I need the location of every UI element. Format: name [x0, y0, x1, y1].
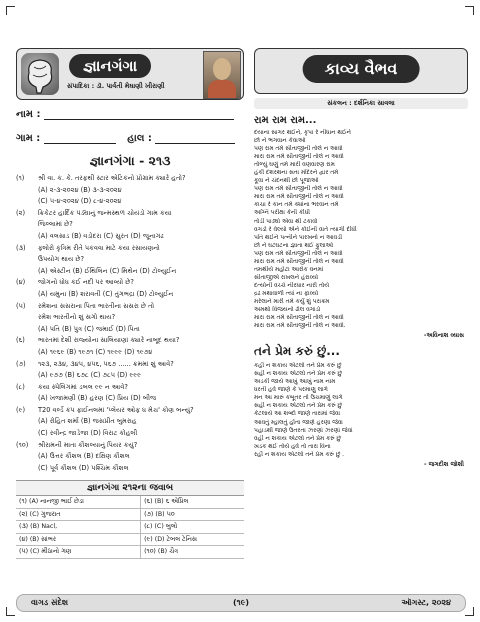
question-text: (A) યમુના (B) શરાવતી (C) તુંગભદ્રા (D) ટોલ્યુઈન [38, 289, 174, 298]
poem-line: મન આ મારું કબૂતર તો ઉચમાણું લાગે [254, 395, 343, 402]
question-number: (૩) [16, 243, 26, 252]
poem-line: દ્રઢ મથાવાળી ત્યાં ના ફાવ્યો [254, 290, 319, 297]
question-text: શ્રીરામની માતા કૌશલ્યાનું પિયર કયું? [38, 440, 138, 449]
poem-title: રામ રામ રામ... [254, 115, 317, 126]
poem-author: - જગદીશ જોશી [424, 460, 464, 468]
question-text: ફ્લોરો કૃત્રિમ રીતે પકવવા માટે કયા રસાયણનો [38, 243, 160, 252]
question-item [16, 312, 244, 324]
question-text: રમેશના સસરાના પિતા ભારતીના સસરા છે તો [38, 301, 155, 310]
poem-line: મારા રામ તમે સીતાજીની તોલે ન આવો [254, 154, 344, 161]
question-list [16, 173, 244, 474]
question-text: કયા સ્પેલિંગમાં ડબલ ૯૯ ન આવે? [38, 382, 128, 391]
answer-cell: (૮) (C) બુલો [141, 521, 244, 534]
question-number: (૪) [16, 278, 26, 287]
question-number: (૫) [16, 301, 26, 310]
answer-row [16, 546, 244, 559]
poem-line: પહાડથી જાણે ઉતરતા ઝરણાં ઝરણાં જેવાં [254, 427, 353, 434]
poem-line: વહી ન શકાય એટલો તને પ્રેમ કરું છું [254, 435, 341, 442]
question-options [16, 196, 244, 208]
poem-line: છો ને ઘટઘટના જ્ઞાતા થઈ ફુલાઓ [254, 242, 334, 249]
section-title: જ્ઞાનગંગા [69, 54, 151, 78]
question-text: (A) ખજામણી (B) હરણ (C) પ્રિય (D) બીજ [38, 394, 157, 403]
page-number: (૧૯) [233, 598, 249, 607]
question-number: (૭) [16, 359, 26, 368]
poem-body [254, 129, 468, 330]
question-number: (૮) [16, 382, 25, 391]
crop-mark [465, 6, 474, 15]
kavya-header [254, 48, 468, 94]
village-label: ગામ : [16, 133, 41, 144]
question-text: (A) રોહિત શર્મા (B) જસપ્રીત બુમરાહ [38, 417, 137, 426]
poem-line: સહી ન શકાય એટલો તને પ્રેમ કરું છું [254, 403, 342, 410]
answer-cell: (૧૦) (B) ચૈત્ર [141, 546, 244, 559]
name-field[interactable] [16, 106, 244, 124]
answers-table [16, 496, 244, 559]
poem-line: સીતાજીએ રાખલને હંરાવ્યો [254, 274, 319, 281]
village-blank[interactable] [44, 133, 116, 144]
poem-line: મારા રામ તમે સીતાજીની તોલે ન આવો. [254, 323, 346, 330]
answer-cell: (૯) (D) ટેબલ ટેનિસ [141, 533, 244, 546]
question-item [16, 405, 244, 417]
question-text: જિલ્લામાં છે? [38, 220, 73, 229]
question-item [16, 301, 244, 313]
brain-icon [21, 53, 59, 95]
question-text: ૧૨૩, ૨૩૪, ૩૪૫, ૪૫૬, ૫૬૭ ...... ક્રમમાં શું આવે? [38, 359, 174, 368]
question-options [16, 416, 244, 428]
crop-mark [6, 607, 15, 616]
poem-line: હંકી દશરથના સતા મંદિરને દ્વાર તમે [254, 170, 339, 177]
question-text: T20 વર્લ્ડ કપ ફાઈનલમાં 'પ્લેયર ઓફ ધ મેચ' કોણ બન્યું? [38, 405, 194, 414]
question-options [16, 347, 244, 359]
poem-line: અગ્નિ પરીક્ષા કેની કીધી [254, 210, 310, 217]
answer-row [16, 533, 244, 546]
question-text: શ્રી વા. ક. કે. તરફથી સ્ટાર એટિકનો પ્રોગ્રામ ક્યારે હતો? [38, 174, 186, 182]
answer-cell: (૩) (B) Nacl, [16, 521, 141, 534]
question-options [16, 428, 244, 440]
question-item [16, 277, 244, 289]
poem-line: આવતું મ્હાલતું હોંતા જાણે હરણા જેવા [254, 419, 343, 426]
question-item [16, 254, 244, 266]
question-text: જોગનો ધોધ કઈ નદી પર આવ્યો છે? [38, 278, 134, 287]
poem-line: તોડી પાડ્યો એવા થી ટકાવો [254, 218, 318, 225]
poem-line: પતિ થઈને પત્નીને પારખનો ન આવડી [254, 234, 343, 241]
village-field[interactable] [16, 130, 244, 148]
question-text: (A) એસ્ટીન (B) ઈથિલિન (C) મિથેન (D) ટોલ્યુઈન [38, 266, 177, 275]
question-item [16, 335, 244, 347]
question-text: (C) રવીન્દ્ર જાડેજા (D) વિરાટ કોહલી [38, 429, 138, 438]
poem-line: અમથો વિજયનો ઢોલ વગાડો [254, 307, 321, 314]
gyanganga-column [16, 48, 244, 584]
poem-line: પણ રામ તમે સીતાજીની તોલે ન આવો [254, 250, 343, 257]
question-number: (૧) [16, 174, 25, 182]
answer-cell: (૭) (B) ૫૦ [141, 508, 244, 521]
poem-line: ખડક થઈ તોયે હવે તો તારા વિના [254, 443, 331, 450]
question-options [16, 370, 244, 382]
name-blank[interactable] [44, 109, 234, 120]
question-item [16, 382, 244, 394]
section-title: કાવ્ય વૈભવ [303, 55, 420, 83]
answer-cell: (૬) (B) ૬ એપ્રિલ [141, 496, 244, 508]
editor-photo [203, 51, 241, 99]
poem-line: મારા રામ તમે સીતાજીની તોલે ન આવો [254, 258, 344, 265]
poem-line: પણ રામ તમે સીતાજીની તોલે ન આવો [254, 146, 343, 153]
poem-line: અડકી જાયે આખું આખું નામ નામ [254, 379, 336, 386]
question-text: (A) પતિ (B) પુત્ર (C) જમાઈ (D) પિતા [38, 324, 140, 333]
question-text: (A) ૯૭૭ (B) ૬૭૮ (C) ૭૮૫ (D) ૯૯૯ [38, 371, 142, 380]
question-text: (C) પૂર્વ કૌશલ (D) પશ્ચિમ કૌશલ [38, 463, 129, 472]
poem-line: મારા રામ તમે સીતાજીની તોલે ન આવો [254, 194, 344, 201]
poem-line: કહી ન શકાય એટલો તને પ્રેમ કરું છું [254, 363, 342, 370]
poem-line: મારા રામ તમે સીતાજીની તોલે ન આવો [254, 315, 344, 322]
question-options [16, 451, 244, 463]
issue-date: ઑગસ્ટ, ૨૦૨૪ [401, 598, 451, 607]
poem-line: કૂવા ને ચંદનથી છો પૂજાઓ [254, 178, 319, 185]
question-item [16, 173, 244, 185]
crop-mark [6, 6, 15, 15]
name-label: નામ : [16, 109, 41, 120]
compiler-credit: સંકલન : દર્શનિકા સાવલા [254, 98, 468, 109]
answer-row [16, 521, 244, 534]
poem-line: દયાના સાગર થઈને, કૃપા રે નીધાન થઈને [254, 130, 351, 136]
question-options [16, 324, 244, 336]
question-item [16, 243, 244, 255]
question-text: (A) ઉત્તર કૌશલ (B) દક્ષિણ કૌશલ [38, 452, 130, 461]
poem-author: -અવિનાશ વ્યાસ [423, 332, 464, 340]
crop-mark [465, 607, 474, 616]
address-label: હાલ : [127, 133, 152, 144]
quiz-title: જ્ઞાનગંગા - ૨૧૩ [89, 153, 171, 168]
answer-cell: (૪) (B) સાંભર [16, 533, 141, 546]
answer-cell: (૧) (A) નાનજી ભાઈ છેડા [16, 496, 141, 508]
question-options [16, 393, 244, 405]
poem-line: સહી ન શકાય એટલો તને પ્રેમ કરું છું [254, 371, 342, 378]
question-text: રમેશ ભારતીનો શું સગો થાય? [38, 313, 116, 322]
poem-line: દૈત્યોની વચ્ચે નીરધાર નારી તોયે [254, 282, 330, 289]
kavya-column [254, 48, 468, 584]
answer-row [16, 508, 244, 521]
poem-line: તોળ્યું ઘણું તમે મારી વણવારણ રામ [254, 162, 335, 169]
question-text: ક્રિકેટર હાર્દિક પંડ્યાનું જન્મસ્થળ ચોયંડો ગામ કયા [38, 208, 172, 217]
question-item [16, 219, 244, 231]
poem-line: પણ રામ તમે સીતાજીની તોલે ન આવો [254, 186, 343, 193]
question-number: (૨) [16, 208, 26, 217]
question-options [16, 463, 244, 475]
question-options [16, 266, 244, 278]
poem-body [254, 362, 468, 459]
answer-row [16, 496, 244, 508]
answers-title: જ્ઞાનગંગા ૨૧૨ના જવાબ [16, 480, 244, 496]
page-footer [16, 594, 466, 612]
poem-line: કેટલાયે આ શબ્દો જાણે તારામાં જેવા [254, 411, 341, 418]
question-number: (૧૦) [16, 440, 29, 449]
question-text: ભારતમાં દેશી રાજ્યોના સાલિયાણાં ક્યારે નાબૂદ થયા? [38, 336, 180, 345]
question-options [16, 231, 244, 243]
question-text: (A) ૧૯૬૯ (B) ૧૯૭૧ (C) ૧૯૯૯ (D) ૧૯૭૪ [38, 347, 153, 356]
question-text: (C) ૫-૪-૨૦૨૪ (D) ૮-૪-૨૦૨૪ [38, 197, 122, 206]
publication-name: વાગડ સંદેશ [31, 598, 69, 607]
question-number: (૬) [16, 336, 25, 345]
question-item [16, 208, 244, 220]
poem-line: મરેલાને મારી તમે કર્યું શું પરાક્રમ [254, 298, 330, 305]
poem-line: વગડો રે વેલ્યો એને કોઈની વાતે ત્યાગી દીધી [254, 226, 357, 233]
question-options [16, 289, 244, 301]
gyanganga-header [16, 48, 244, 100]
question-text: (A) ૨-૩-૨૦૨૪ (B) ૩-૩-૨૦૨૪ [38, 185, 122, 194]
question-item [16, 440, 244, 452]
poem-line: રહી ન શકાય એટલો તને પ્રેમ કરું છું . [254, 451, 345, 458]
poem-line: કાચા રે કાન તમે ક્યાંના ભરવાન તમે [254, 202, 339, 209]
question-item [16, 359, 244, 371]
answer-cell: (૫) (C) મીઠાનો ગણ [16, 546, 141, 559]
poem-line: તમથીયે મહોટા આરોક વનમાં [254, 266, 324, 273]
question-options [16, 185, 244, 197]
poem-line: ધરતી હવે જાણે કે પરમાણુ લાગે [254, 387, 328, 394]
question-text: (A) વલસાડ (B) વડોદરા (C) સુરત (D) જૂનાગઢ [38, 231, 164, 240]
address-blank[interactable] [155, 133, 235, 144]
poem-title: તને પ્રેમ કરું છું... [254, 344, 340, 359]
question-text: ઉપયોગ થાય છે? [38, 255, 84, 264]
poem-line: છો ને ભગવાન કેવાઓ [254, 138, 306, 145]
editor-credit: સંપાદિકા : ડૉ. પાર્વતી મેઘાણી ખીરાણી [67, 82, 165, 90]
question-number: (૯) [16, 405, 26, 414]
answer-cell: (૨) (C) ગુજરાત [16, 508, 141, 521]
